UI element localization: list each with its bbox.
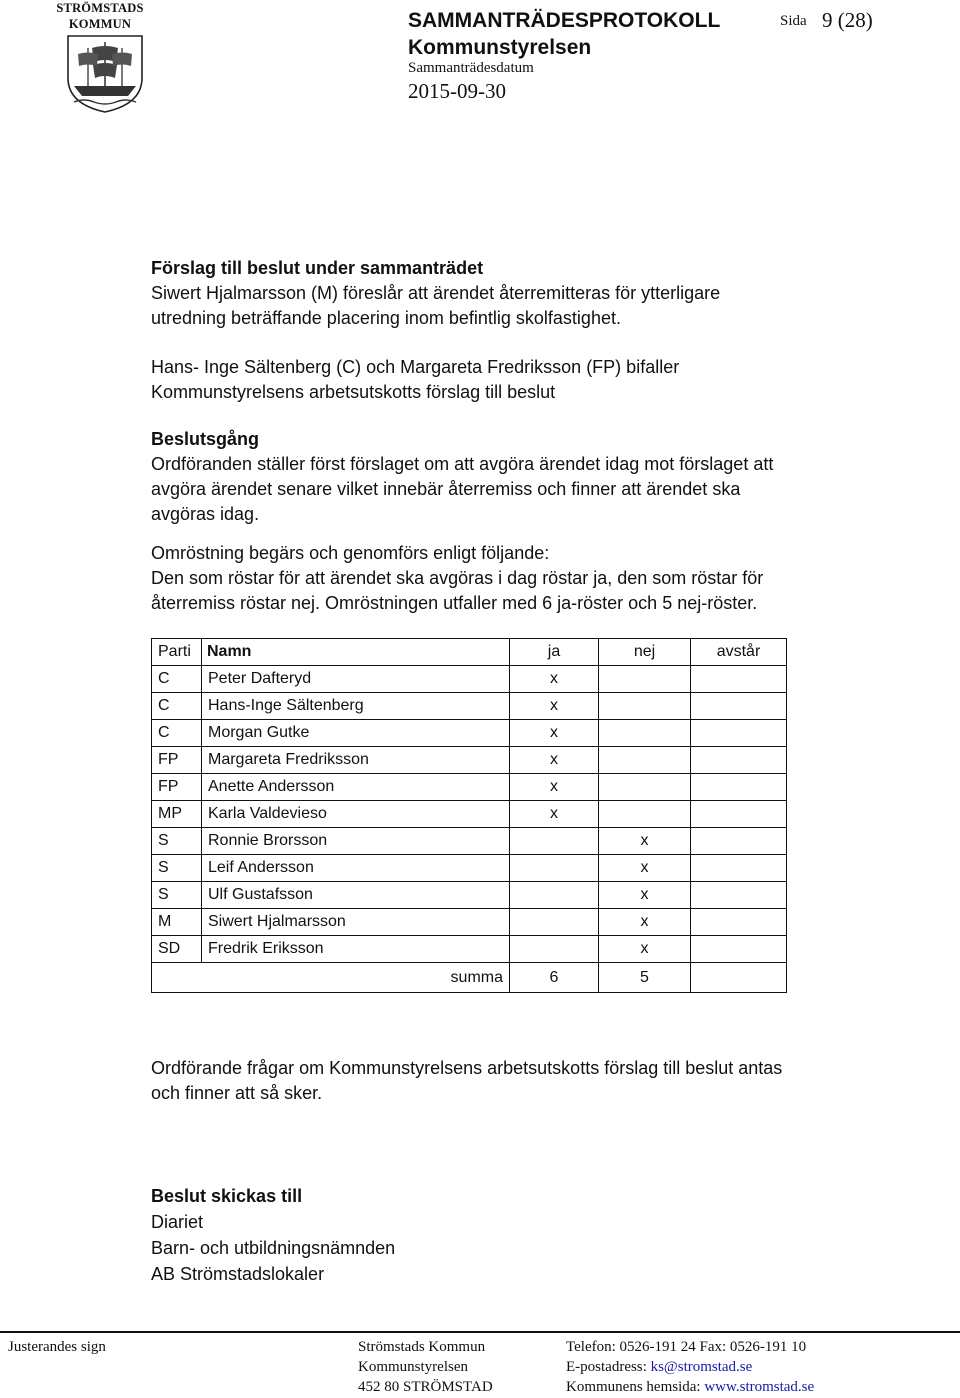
cell-ja: x	[510, 774, 599, 801]
footer-address-line: Strömstads Kommun	[358, 1339, 486, 1355]
cell-parti: SD	[152, 936, 202, 963]
final-text-line: Ordförande frågar om Kommunstyrelsens arbetsutskotts förslag till beslut antas	[151, 1058, 783, 1078]
cell-nej	[599, 693, 691, 720]
vote-text-line: återremiss röstar nej. Omröstningen utfaller med 6 ja-röster och 5 nej-röster.	[151, 593, 758, 613]
sendto-item: Diariet	[151, 1212, 204, 1232]
cell-ja: x	[510, 666, 599, 693]
cell-parti: M	[152, 909, 202, 936]
cell-avstar	[691, 774, 787, 801]
cell-nej: x	[599, 882, 691, 909]
table-row	[152, 666, 787, 693]
cell-avstar	[691, 855, 787, 882]
cell-ja	[510, 936, 599, 963]
cell-parti: S	[152, 882, 202, 909]
vote-text-line: Den som röstar för att ärendet ska avgöras i dag röstar ja, den som röstar för	[151, 568, 764, 588]
table-row	[152, 882, 787, 909]
cell-avstar	[691, 747, 787, 774]
cell-parti: S	[152, 855, 202, 882]
header-nej: nej	[599, 639, 691, 666]
summary-avstar	[691, 963, 787, 993]
footer-contact	[566, 1337, 814, 1397]
table-row	[152, 747, 787, 774]
cell-namn: Leif Andersson	[202, 855, 510, 882]
footer-email-link[interactable]: ks@stromstad.se	[650, 1359, 753, 1375]
cell-nej	[599, 774, 691, 801]
cell-avstar	[691, 828, 787, 855]
header-ja: ja	[510, 639, 599, 666]
cell-nej: x	[599, 936, 691, 963]
cell-ja: x	[510, 801, 599, 828]
cell-parti: FP	[152, 747, 202, 774]
table-row	[152, 774, 787, 801]
vote-table	[151, 638, 787, 993]
page-number: 9 (28)	[822, 8, 873, 32]
summary-ja: 6	[510, 963, 599, 993]
cell-nej	[599, 747, 691, 774]
footer-divider	[0, 1331, 960, 1333]
header-parti: Parti	[152, 639, 202, 666]
cell-avstar	[691, 801, 787, 828]
cell-nej: x	[599, 909, 691, 936]
cell-avstar	[691, 720, 787, 747]
footer-signature-label: Justerandes sign	[8, 1339, 106, 1355]
cell-namn: Fredrik Eriksson	[202, 936, 510, 963]
footer-web-label: Kommunens hemsida:	[566, 1379, 705, 1395]
cell-ja	[510, 855, 599, 882]
cell-namn: Ronnie Brorsson	[202, 828, 510, 855]
process-text-line: Ordföranden ställer först förslaget om att avgöra ärendet idag mot förslaget att	[151, 454, 774, 474]
footer-address-line: Kommunstyrelsen	[358, 1359, 468, 1375]
cell-namn: Siwert Hjalmarsson	[202, 909, 510, 936]
cell-ja	[510, 882, 599, 909]
logo-line-2: KOMMUN	[68, 17, 132, 31]
table-row	[152, 693, 787, 720]
meeting-date: 2015-09-30	[408, 79, 506, 103]
footer-web-link[interactable]: www.stromstad.se	[704, 1379, 815, 1395]
page-label: Sida	[780, 13, 807, 29]
table-row	[152, 936, 787, 963]
cell-namn: Karla Valdevieso	[202, 801, 510, 828]
table-row	[152, 855, 787, 882]
cell-avstar	[691, 693, 787, 720]
logo-line-1: STRÖMSTADS	[56, 1, 144, 15]
footer-email-label: E-postadress:	[566, 1359, 651, 1375]
process-text-line: avgöra ärendet senare vilket innebär återremiss och finner att ärendet ska	[151, 479, 741, 499]
footer-web-line	[566, 1377, 814, 1397]
proposal-text-line: Siwert Hjalmarsson (M) föreslår att ärendet återremitteras för ytterligare	[151, 283, 721, 303]
table-row	[152, 720, 787, 747]
sendto-heading: Beslut skickas till	[151, 1186, 303, 1206]
cell-ja	[510, 909, 599, 936]
sendto-item: AB Strömstadslokaler	[151, 1264, 325, 1284]
table-row	[152, 828, 787, 855]
header-avstar: avstår	[691, 639, 787, 666]
cell-avstar	[691, 909, 787, 936]
meeting-date-label: Sammanträdesdatum	[408, 60, 534, 76]
cell-parti: FP	[152, 774, 202, 801]
cell-parti: C	[152, 666, 202, 693]
cell-avstar	[691, 936, 787, 963]
support-text-line: Hans- Inge Sältenberg (C) och Margareta Fredriksson (FP) bifaller	[151, 357, 680, 377]
proposal-text-line: utredning beträffande placering inom befintlig skolfastighet.	[151, 308, 621, 328]
document-title: SAMMANTRÄDESPROTOKOLL	[408, 9, 721, 32]
cell-nej	[599, 720, 691, 747]
summary-label: summa	[152, 963, 510, 993]
footer-address-line: 452 80 STRÖMSTAD	[358, 1379, 493, 1395]
table-row	[152, 909, 787, 936]
cell-ja: x	[510, 747, 599, 774]
cell-namn: Margareta Fredriksson	[202, 747, 510, 774]
cell-parti: C	[152, 693, 202, 720]
cell-namn: Anette Andersson	[202, 774, 510, 801]
cell-namn: Ulf Gustafsson	[202, 882, 510, 909]
summary-nej: 5	[599, 963, 691, 993]
cell-parti: S	[152, 828, 202, 855]
process-text-line: avgöras idag.	[151, 504, 260, 524]
committee-name: Kommunstyrelsen	[408, 36, 592, 59]
cell-ja: x	[510, 693, 599, 720]
footer-address	[358, 1337, 493, 1397]
footer-phone-fax: Telefon: 0526-191 24 Fax: 0526-191 10	[566, 1339, 807, 1355]
cell-nej: x	[599, 828, 691, 855]
cell-ja: x	[510, 720, 599, 747]
process-heading: Beslutsgång	[151, 429, 260, 449]
municipality-logo-text	[52, 0, 148, 32]
cell-namn: Hans-Inge Sältenberg	[202, 693, 510, 720]
cell-nej	[599, 666, 691, 693]
proposal-heading: Förslag till beslut under sammanträdet	[151, 258, 484, 278]
table-row	[152, 801, 787, 828]
cell-avstar	[691, 882, 787, 909]
cell-avstar	[691, 666, 787, 693]
cell-namn: Peter Dafteryd	[202, 666, 510, 693]
table-header-row	[152, 639, 787, 666]
table-summary-row	[152, 963, 787, 993]
sendto-item: Barn- och utbildningsnämnden	[151, 1238, 396, 1258]
cell-ja	[510, 828, 599, 855]
support-text-line: Kommunstyrelsens arbetsutskotts förslag till beslut	[151, 382, 556, 402]
cell-parti: MP	[152, 801, 202, 828]
ship-crest-icon	[62, 34, 148, 114]
cell-nej: x	[599, 855, 691, 882]
vote-text-line: Omröstning begärs och genomförs enligt följande:	[151, 543, 550, 563]
header-namn: Namn	[202, 639, 510, 666]
final-text-line: och finner att så sker.	[151, 1083, 323, 1103]
cell-parti: C	[152, 720, 202, 747]
cell-namn: Morgan Gutke	[202, 720, 510, 747]
cell-nej	[599, 801, 691, 828]
footer-email-line	[566, 1357, 814, 1377]
